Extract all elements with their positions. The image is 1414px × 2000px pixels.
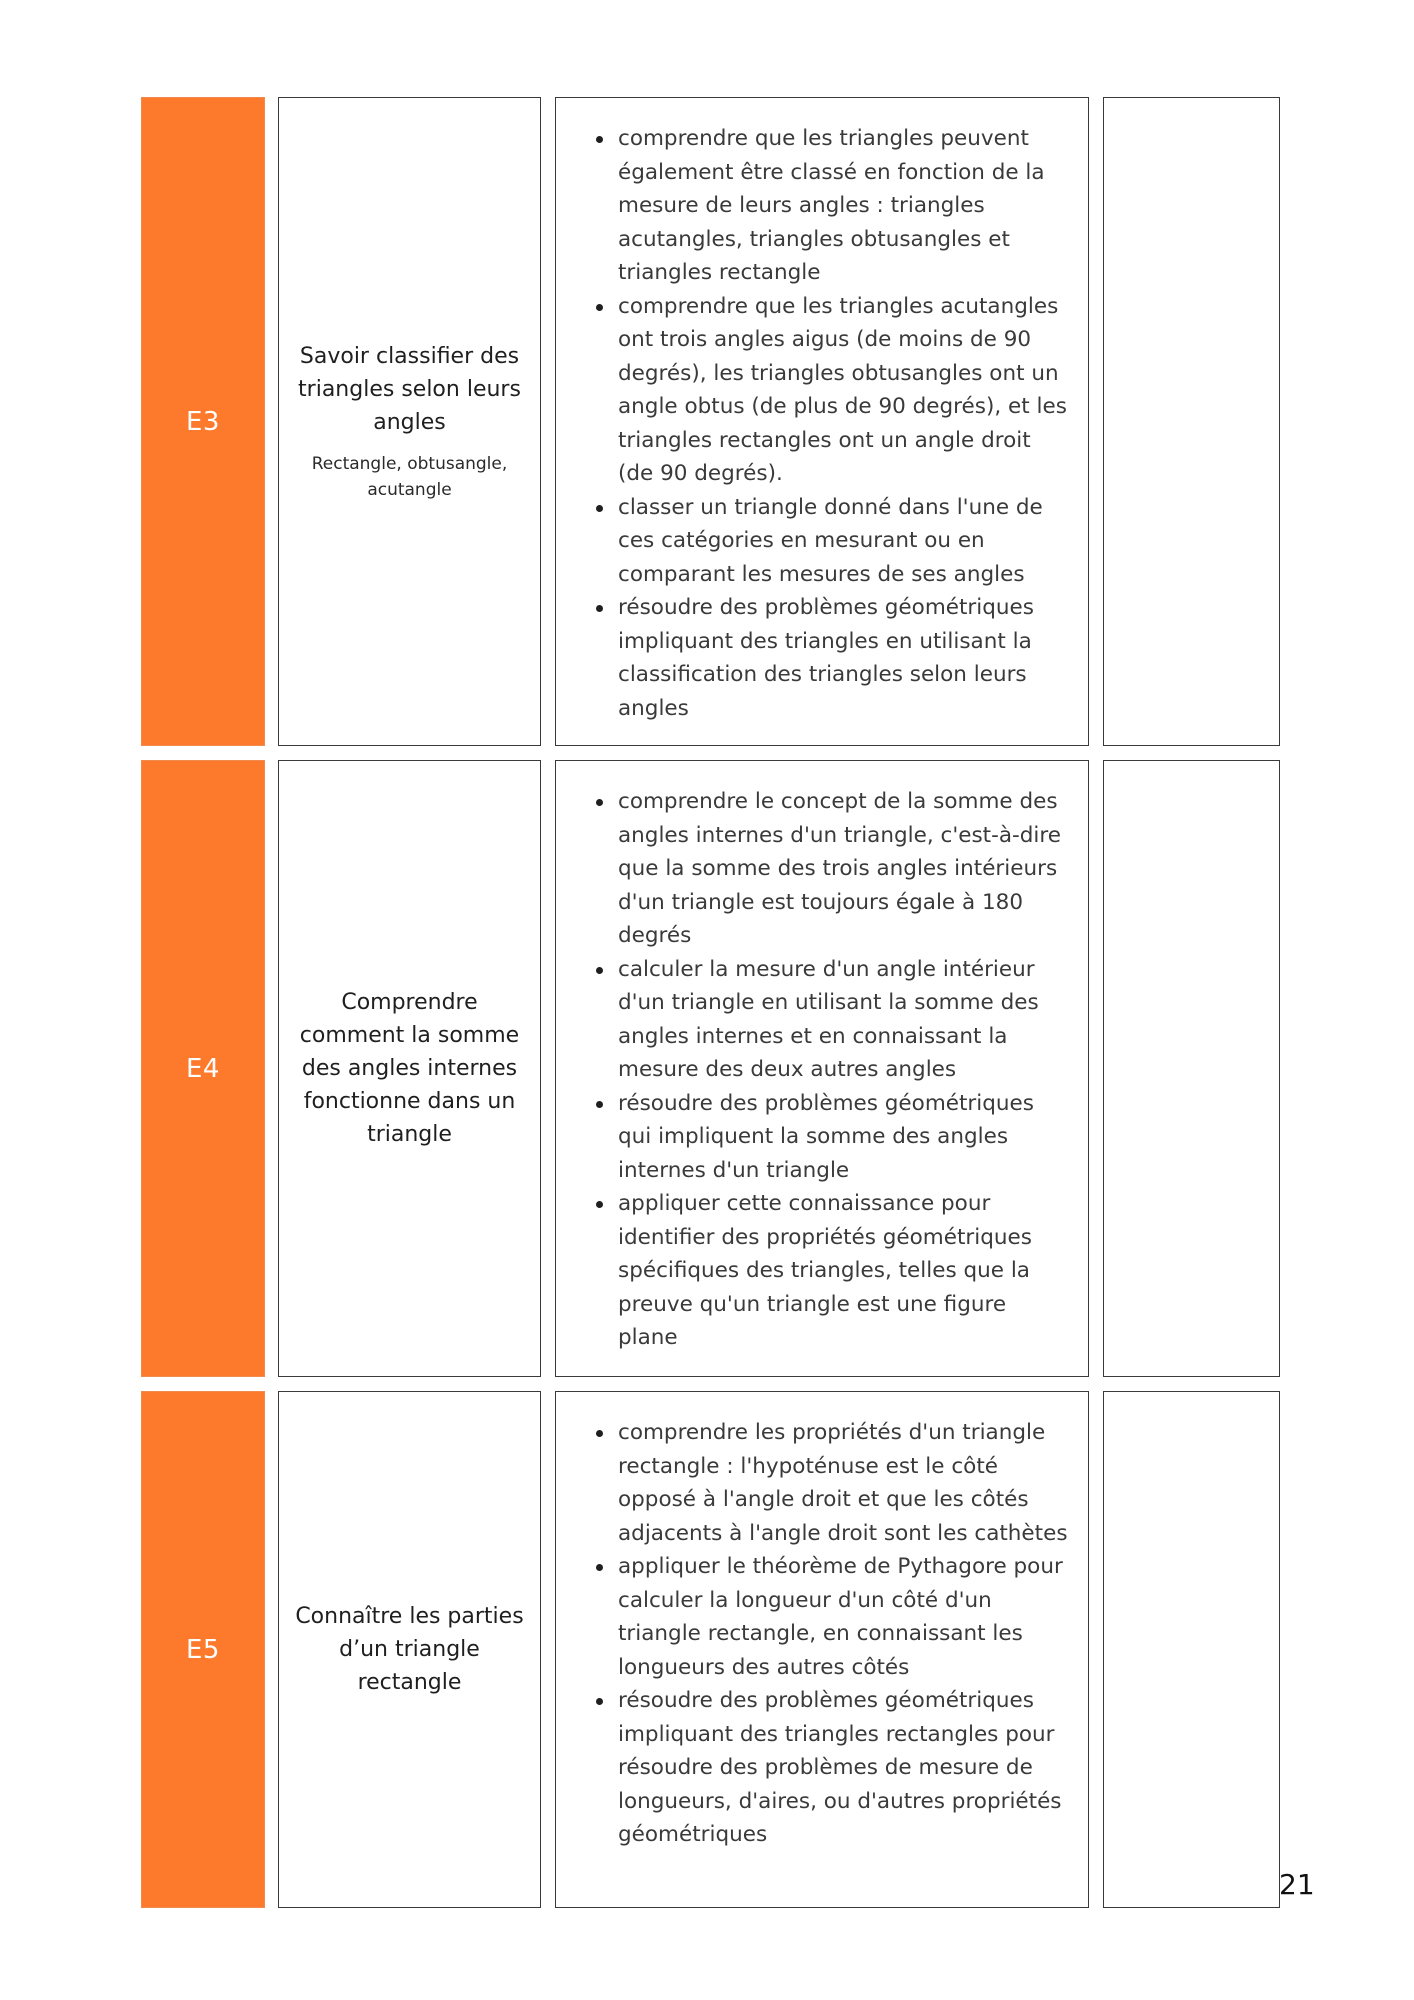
description-cell xyxy=(555,97,1089,746)
description-list xyxy=(596,785,1068,1355)
list-item: résoudre des problèmes géométriques impliquant des triangles en utilisant la classification des triangles selon leurs angles xyxy=(596,591,1068,725)
list-item: comprendre le concept de la somme des angles internes d'un triangle, c'est-à-dire que la somme des trois angles intérieurs d'un triangle est toujours égale à 180 degrés xyxy=(596,785,1068,953)
objective-title: Savoir classifier des triangles selon leurs angles xyxy=(298,344,521,435)
description-cell xyxy=(555,760,1089,1377)
page-number: 21 xyxy=(1279,1868,1315,1901)
objective-cell xyxy=(278,760,541,1377)
empty-cell xyxy=(1103,97,1280,746)
row-code: E4 xyxy=(141,760,265,1377)
objective-title: Connaître les parties d’un triangle rectangle xyxy=(295,1604,524,1695)
list-item: comprendre les propriétés d'un triangle rectangle : l'hypoténuse est le côté opposé à l'angle droit et que les côtés adjacents à l'angle droit sont les cathètes xyxy=(596,1416,1068,1550)
list-item: résoudre des problèmes géométriques qui impliquent la somme des angles internes d'un triangle xyxy=(596,1087,1068,1188)
objective-subtitle: Rectangle, obtusangle, acutangle xyxy=(311,454,508,500)
list-item: résoudre des problèmes géométriques impliquant des triangles rectangles pour résoudre des problèmes de mesure de longueurs, d'aires, ou d'autres propriétés géométriques xyxy=(596,1684,1068,1852)
description-list xyxy=(596,122,1068,725)
description-cell xyxy=(555,1391,1089,1908)
list-item: comprendre que les triangles acutangles ont trois angles aigus (de moins de 90 degrés), les triangles obtusangles ont un angle obtus (de plus de 90 degrés), et les triangles rectangles ont un angle droit (de 90 degrés). xyxy=(596,290,1068,491)
description-list xyxy=(596,1416,1068,1852)
row-code: E5 xyxy=(141,1391,265,1908)
list-item: appliquer cette connaissance pour identifier des propriétés géométriques spécifiques des triangles, telles que la preuve qu'un triangle est une figure plane xyxy=(596,1187,1068,1355)
list-item: classer un triangle donné dans l'une de ces catégories en mesurant ou en comparant les mesures de ses angles xyxy=(596,491,1068,592)
objective-cell xyxy=(278,97,541,746)
empty-cell xyxy=(1103,1391,1280,1908)
objective-cell xyxy=(278,1391,541,1908)
list-item: calculer la mesure d'un angle intérieur d'un triangle en utilisant la somme des angles internes et en connaissant la mesure des deux autres angles xyxy=(596,953,1068,1087)
list-item: comprendre que les triangles peuvent également être classé en fonction de la mesure de leurs angles : triangles acutangles, triangles obtusangles et triangles rectangle xyxy=(596,122,1068,290)
objective-title: Comprendre comment la somme des angles internes fonctionne dans un triangle xyxy=(299,990,520,1147)
empty-cell xyxy=(1103,760,1280,1377)
row-code: E3 xyxy=(141,97,265,746)
list-item: appliquer le théorème de Pythagore pour calculer la longueur d'un côté d'un triangle rectangle, en connaissant les longueurs des autres côtés xyxy=(596,1550,1068,1684)
